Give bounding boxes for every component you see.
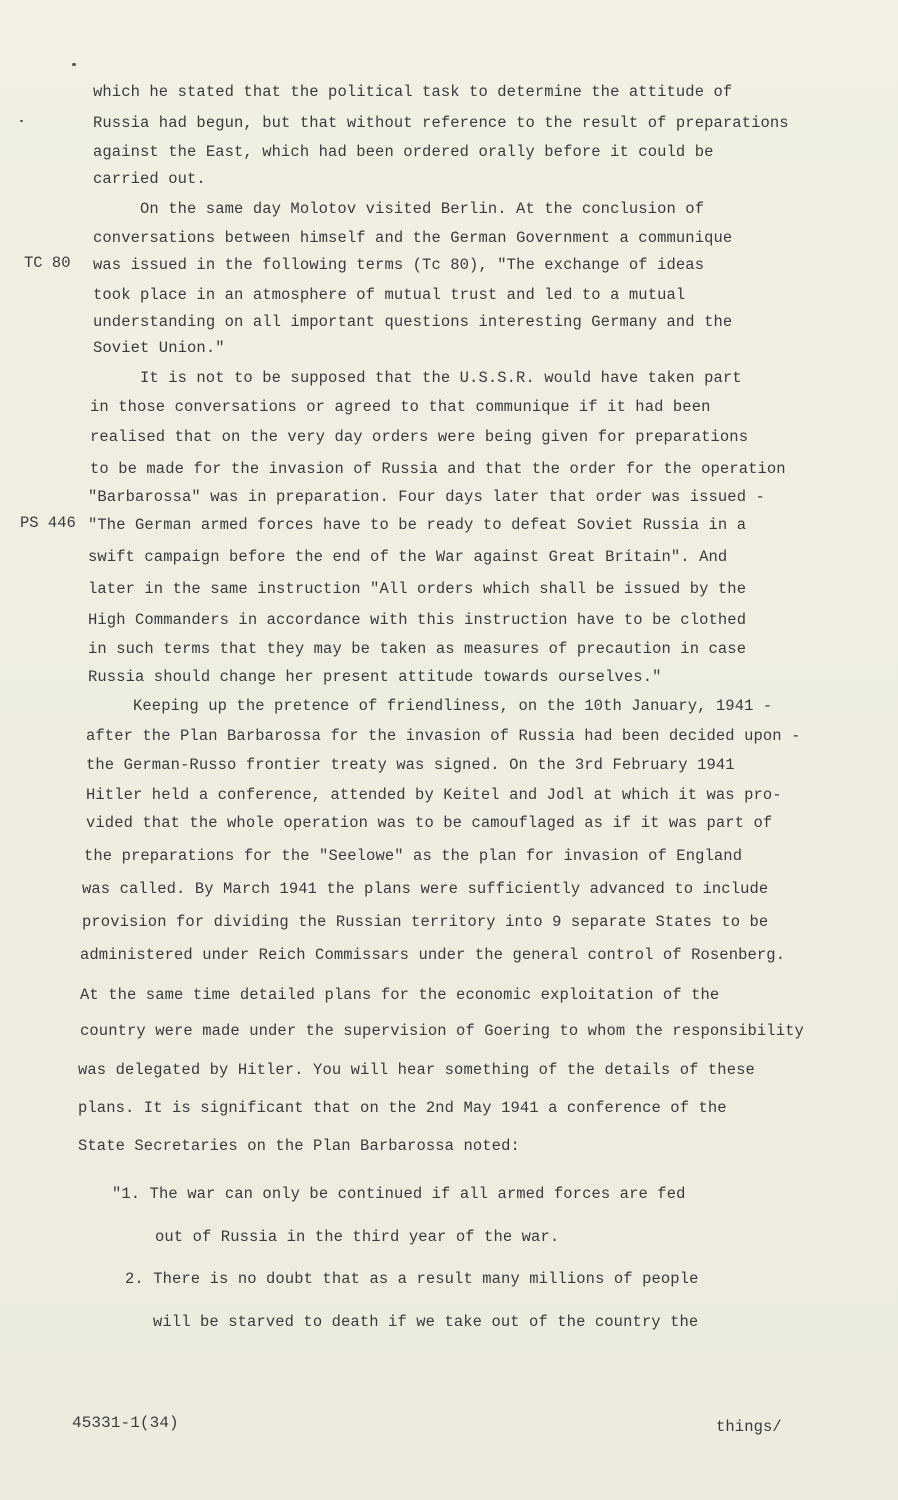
quoted-item-1: "1. The war can only be continued if all armed forces are fed [112,1185,686,1203]
text-line: Soviet Union." [93,339,225,357]
text-line: was issued in the following terms (Tc 80), "The exchange of ideas [93,256,705,274]
text-line: vided that the whole operation was to be camouflaged as if it was part of [86,814,773,832]
text-line: It is not to be supposed that the U.S.S.R. would have taken part [140,369,742,387]
text-line: took place in an atmosphere of mutual trust and led to a mutual [93,286,686,304]
text-line: carried out. [93,170,206,188]
footer-catchword: things/ [716,1418,782,1436]
text-line: understanding on all important questions interesting Germany and the [93,313,733,331]
text-line: swift campaign before the end of the War against Great Britain". And [88,548,728,566]
text-line: State Secretaries on the Plan Barbarossa noted: [78,1137,520,1155]
text-line: country were made under the supervision of Goering to whom the responsibility [80,1022,804,1040]
text-line: against the East, which had been ordered orally before it could be [93,143,714,161]
text-line: Russia should change her present attitude towards ourselves." [88,668,662,686]
text-line: after the Plan Barbarossa for the invasion of Russia had been decided upon - [86,727,801,745]
ink-speck [20,120,23,122]
text-line: was delegated by Hitler. You will hear something of the details of these [78,1061,755,1079]
text-line: in such terms that they may be taken as measures of precaution in case [88,640,747,658]
text-line: which he stated that the political task to determine the attitude of [93,83,733,101]
text-line: will be starved to death if we take out of the country the [153,1313,699,1331]
text-line: Hitler held a conference, attended by Keitel and Jodl at which it was pro- [86,786,782,804]
text-line: later in the same instruction "All orders which shall be issued by the [88,580,747,598]
text-line: the German-Russo frontier treaty was signed. On the 3rd February 1941 [86,756,735,774]
text-line: plans. It is significant that on the 2nd May 1941 a conference of the [78,1099,727,1117]
text-line: to be made for the invasion of Russia and that the order for the operation [90,460,786,478]
ink-speck [72,63,76,66]
quoted-item-2: 2. There is no doubt that as a result many millions of people [125,1270,699,1288]
text-line: High Commanders in accordance with this instruction have to be clothed [88,611,747,629]
margin-reference-ps446: PS 446 [20,514,76,532]
footer-reference-number: 45331-1(34) [72,1414,179,1432]
text-line: the preparations for the "Seelowe" as the plan for invasion of England [84,847,743,865]
text-line: was called. By March 1941 the plans were sufficiently advanced to include [82,880,769,898]
text-line: in those conversations or agreed to that communique if it had been [90,398,711,416]
margin-reference-tc80: TC 80 [24,254,71,272]
text-line: out of Russia in the third year of the war. [155,1228,560,1246]
text-line: administered under Reich Commissars under the general control of Rosenberg. [80,946,786,964]
text-line: On the same day Molotov visited Berlin. At the conclusion of [140,200,705,218]
text-line: conversations between himself and the German Government a communique [93,229,733,247]
text-line: Russia had begun, but that without reference to the result of preparations [93,114,789,132]
text-line: provision for dividing the Russian territory into 9 separate States to be [82,913,769,931]
text-line: "The German armed forces have to be ready to defeat Soviet Russia in a [88,516,747,534]
text-line: At the same time detailed plans for the economic exploitation of the [80,986,720,1004]
text-line: Keeping up the pretence of friendliness, on the 10th January, 1941 - [133,697,773,715]
text-line: "Barbarossa" was in preparation. Four days later that order was issued - [88,488,765,506]
text-line: realised that on the very day orders were being given for preparations [90,428,749,446]
